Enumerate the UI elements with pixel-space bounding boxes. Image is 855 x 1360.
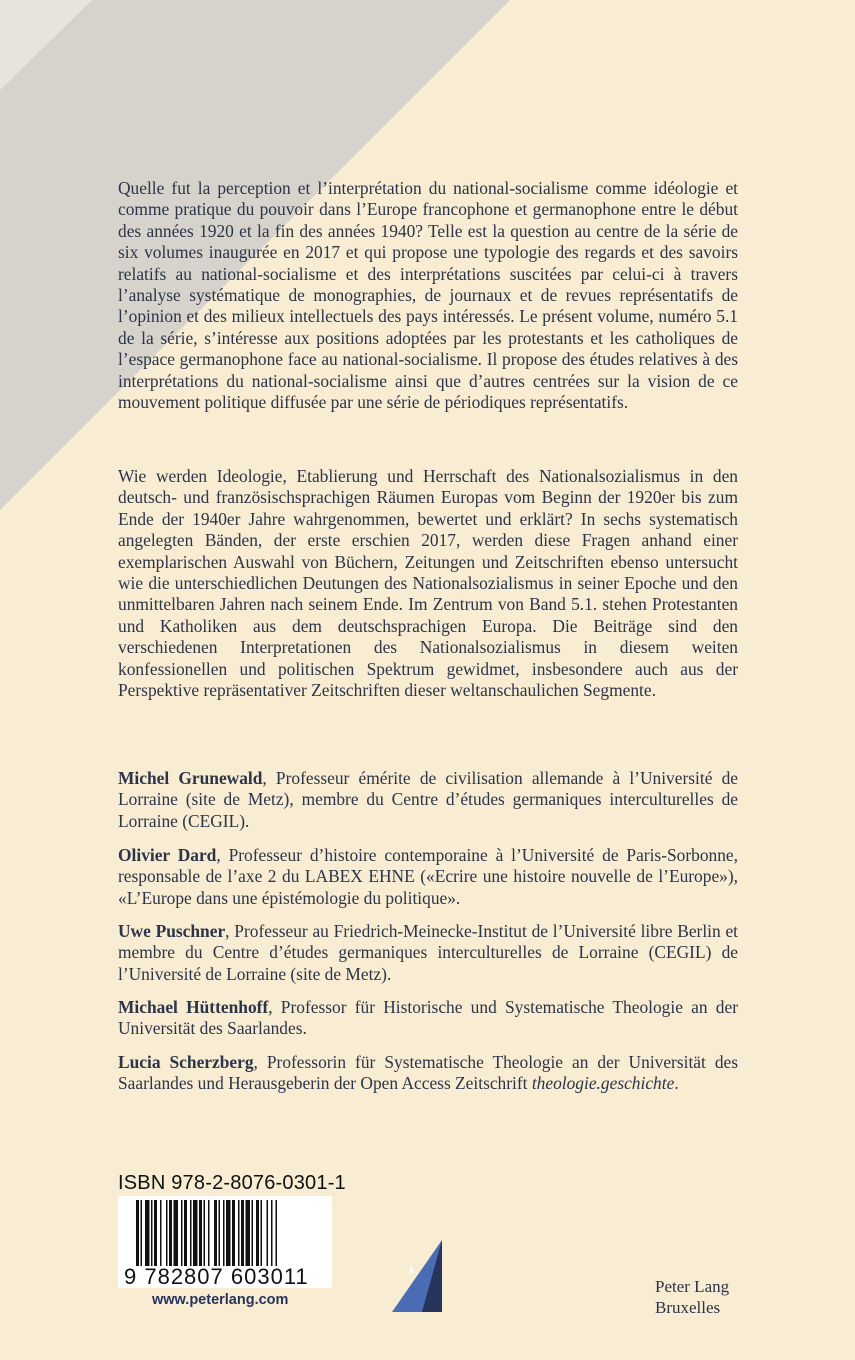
barcode-bar bbox=[252, 1200, 254, 1266]
barcode-bar bbox=[241, 1200, 244, 1266]
barcode-bar bbox=[184, 1200, 187, 1266]
barcode-bar bbox=[208, 1200, 210, 1266]
publisher-imprint bbox=[655, 1276, 729, 1318]
barcode-bar bbox=[204, 1200, 206, 1266]
barcode-bar bbox=[219, 1200, 221, 1266]
website-link[interactable]: www.peterlang.com bbox=[152, 1292, 289, 1308]
barcode-bar bbox=[232, 1200, 235, 1266]
barcode-bar bbox=[223, 1200, 225, 1266]
peter-lang-logo-icon bbox=[392, 1240, 452, 1312]
barcode bbox=[118, 1196, 332, 1288]
editor-bio bbox=[118, 997, 738, 1040]
barcode-bar bbox=[154, 1200, 157, 1266]
barcode-bar bbox=[199, 1200, 202, 1266]
editor-bio bbox=[118, 1052, 738, 1095]
barcode-bar bbox=[246, 1200, 251, 1266]
editor-name: Michel Grunewald bbox=[118, 768, 263, 788]
barcode-bar bbox=[261, 1200, 263, 1266]
editor-name: Olivier Dard bbox=[118, 845, 217, 865]
editor-bio bbox=[118, 768, 738, 832]
barcode-bar bbox=[214, 1200, 217, 1266]
summary-french: Quelle fut la perception et l’interprétation du national-socialisme comme idéologie et comme pratique du pouvoir dans l’Europe francophone et germanophone entre le début des années 1920 et la fin des années 1940? Telle est la question au centre de la série de six volumes inaugurée en 2017 et qui propose une typologie des regards et des savoirs relatifs au national-socialisme et des interprétations suscitées par celui-ci à travers l’analyse systématique de monographies, de journaux et de revues représentatifs de l’opinion et des milieux intellectuels des pays intéressés. Le présent volume, numéro 5.1 de la série, s’intéresse aux positions adoptées par les protestants et les catholiques de l’espace germanophone face au national-socialisme. Il propose des études relatives à des interprétations du national-socialisme ainsi que d’autres centrées sur la vision de ce mouvement politique diffusée par une série de périodiques représentatifs. bbox=[118, 178, 738, 413]
barcode-digits: 9 782807 603011 bbox=[124, 1264, 309, 1289]
barcode-bars bbox=[136, 1200, 326, 1266]
barcode-bar bbox=[256, 1200, 259, 1266]
editor-bio-text: , Professeur au Friedrich-Meinecke-Institut de l’Université libre Berlin et membre du Centre d’études germaniques interculturelles de Lorraine (CEGIL) de l’Université de Lorraine (site de Metz). bbox=[118, 921, 739, 984]
editor-bio-text: , Professor für Historische und Systematische Theologie an der Universität des Saarlandes. bbox=[118, 997, 738, 1039]
publisher-city: Bruxelles bbox=[655, 1298, 721, 1317]
barcode-bar bbox=[276, 1200, 278, 1266]
summary-german: Wie werden Ideologie, Etablierung und Herrschaft des Nationalsozialismus in den deutsch- und französischsprachigen Räumen Europas vom Beginn der 1920er bis zum Ende der 1940er Jahre wahrgenommen, bewertet und erklärt? In sechs systematisch angelegten Bänden, der erste erschien 2017, werden diese Fragen anhand einer exemplarischen Auswahl von Büchern, Zeitungen und Zeitschriften ebenso untersucht wie die unterschiedlichen Deutungen des Nationalsozialismus in seiner Epoche und den unmittelbaren Jahren nach seinem Ende. Im Zentrum von Band 5.1. stehen Protestanten und Katholiken aus dem deutschsprachigen Europa. Die Beiträge sind den verschiedenen Interpretationen des Nationalsozialismus in diesem weiten konfessionellen und politischen Spektrum gewidmet, insbesondere auch aus der Perspektive repräsentativer Zeitschriften dieser weltanschaulichen Segmente. bbox=[118, 466, 738, 701]
publisher-name: Peter Lang bbox=[655, 1277, 730, 1296]
barcode-bar bbox=[181, 1200, 183, 1266]
barcode-bar bbox=[271, 1200, 273, 1266]
editor-bio-end: . bbox=[674, 1073, 679, 1094]
isbn-label: ISBN 978-2-8076-0301-1 bbox=[118, 1172, 346, 1194]
editor-bio-text: , Professeur d’histoire contemporaine à l’Université de Paris-Sorbonne, responsable de l’axe 2 du LABEX EHNE («Ecrire une histoire nouvelle de l’Europe»), «L’Europe dans une épistémologie du politique». bbox=[118, 845, 738, 908]
barcode-bar bbox=[238, 1200, 240, 1266]
barcode-bar bbox=[226, 1200, 231, 1266]
barcode-bar bbox=[267, 1200, 269, 1266]
barcode-bar bbox=[160, 1200, 162, 1266]
barcode-bar bbox=[190, 1200, 192, 1266]
editor-name: Michael Hüttenhoff bbox=[118, 997, 269, 1017]
barcode-bar bbox=[151, 1200, 153, 1266]
barcode-bar bbox=[136, 1200, 139, 1266]
barcode-bar bbox=[141, 1200, 143, 1266]
barcode-bar bbox=[166, 1200, 168, 1266]
editor-bio bbox=[118, 845, 738, 909]
barcode-bar bbox=[174, 1200, 179, 1266]
editor-name: Uwe Puschner bbox=[118, 921, 226, 941]
barcode-bar bbox=[193, 1200, 198, 1266]
barcode-bar bbox=[169, 1200, 172, 1266]
editor-name: Lucia Scherzberg bbox=[118, 1052, 254, 1072]
barcode-bar bbox=[145, 1200, 150, 1266]
journal-title: theologie.geschichte bbox=[531, 1073, 675, 1094]
editor-bio bbox=[118, 921, 738, 985]
editor-bio-text: , Professorin für Systematische Theologie an der Universität des Saarlandes und Herausgeberin der Open Access Zeitschrift bbox=[118, 1052, 738, 1094]
editor-bio-text: , Professeur émérite de civilisation allemande à l’Université de Lorraine (site de Metz), membre du Centre d’études germaniques interculturelles de Lorraine (CEGIL). bbox=[118, 768, 738, 831]
